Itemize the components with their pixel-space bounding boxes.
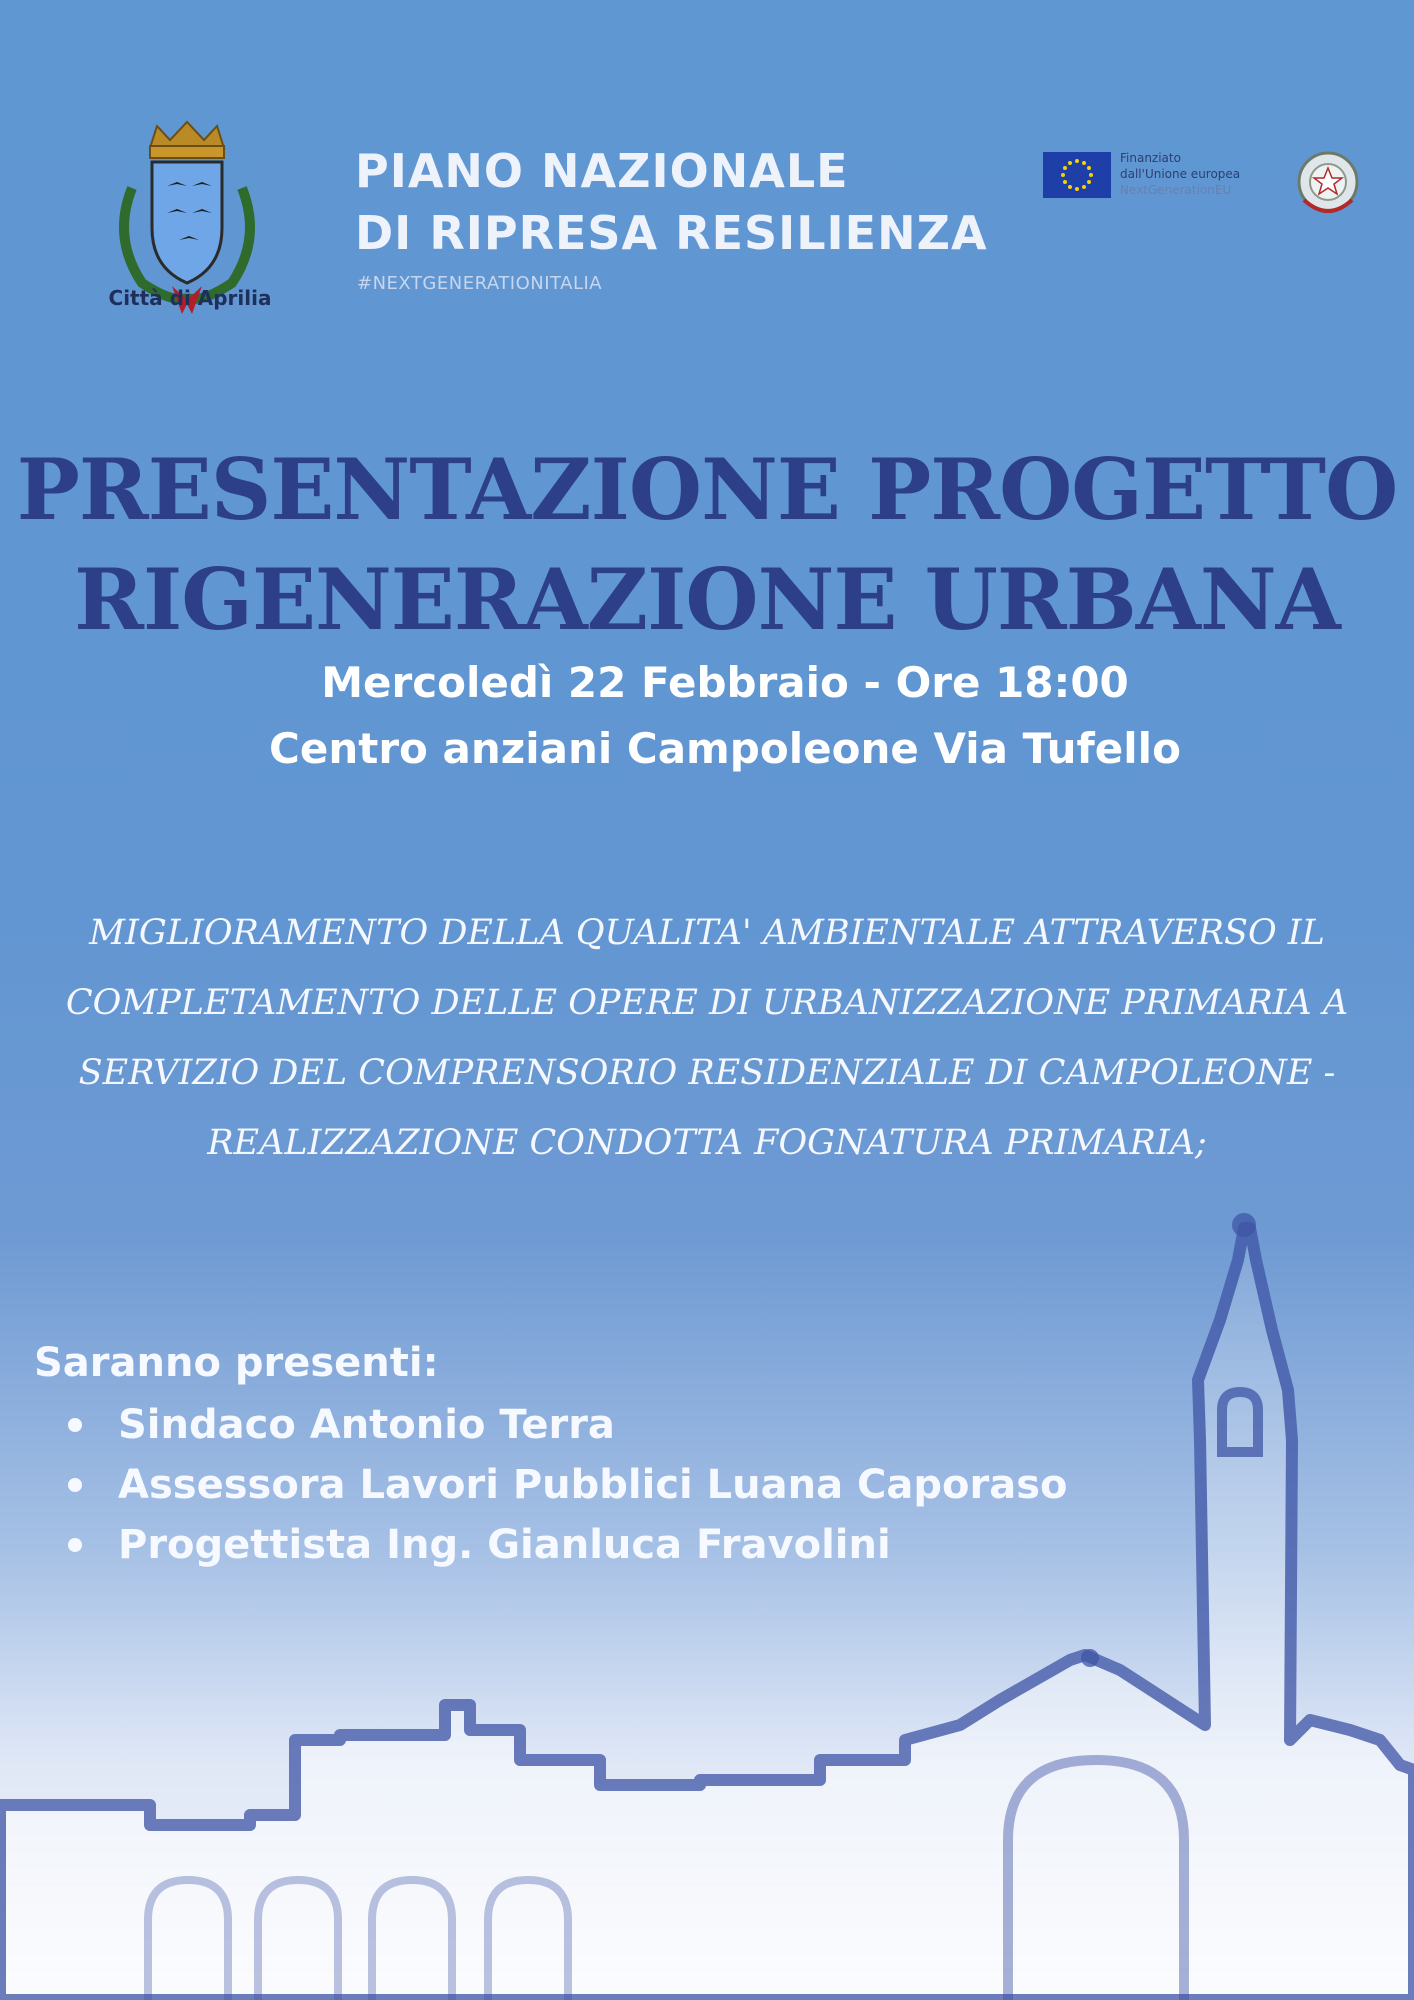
attendee-name: Assessora Lavori Pubblici Luana Caporaso	[118, 1462, 1068, 1508]
description-line: COMPLETAMENTO DELLE OPERE DI URBANIZZAZIONE PRIMARIA A	[65, 983, 1349, 1023]
description-line: SERVIZIO DEL COMPRENSORIO RESIDENZIALE DI CAMPOLEONE -	[78, 1053, 1336, 1093]
bullet-icon	[68, 1478, 82, 1492]
skyline-illustration	[0, 1200, 1414, 2000]
attendees-list	[60, 1400, 1068, 1580]
bullet-icon	[68, 1538, 82, 1552]
pnrr-hashtag: #NEXTGENERATIONITALIA	[357, 273, 603, 294]
event-title-line1: PRESENTAZIONE PROGETTO	[16, 440, 1398, 539]
city-name-label: Città di Aprilia	[108, 286, 272, 310]
description-line: MIGLIORAMENTO DELLA QUALITA' AMBIENTALE ATTRAVERSO IL	[89, 913, 1325, 953]
pnrr-title-line2: DI RIPRESA RESILIENZA	[355, 206, 988, 260]
event-date: Mercoledì 22 Febbraio - Ore 18:00	[321, 658, 1129, 707]
eu-flag-icon	[1043, 152, 1111, 198]
attendee-name: Progettista Ing. Gianluca Fravolini	[118, 1522, 891, 1568]
bullet-icon	[68, 1418, 82, 1432]
event-title-line2: RIGENERAZIONE URBANA	[74, 550, 1340, 649]
eu-funding-line1: Finanziato	[1120, 151, 1181, 165]
description-line: REALIZZAZIONE CONDOTTA FOGNATURA PRIMARIA;	[207, 1123, 1207, 1163]
pnrr-title-line1: PIANO NAZIONALE	[355, 144, 849, 198]
attendee-item	[60, 1400, 1068, 1460]
eu-funding-line3: NextGenerationEU	[1120, 183, 1232, 197]
italian-republic-emblem-icon	[1296, 150, 1360, 222]
attendee-item	[60, 1460, 1068, 1520]
eu-funding-line2: dall'Unione europea	[1120, 167, 1241, 181]
attendees-heading: Saranno presenti:	[34, 1340, 439, 1386]
attendee-name: Sindaco Antonio Terra	[118, 1402, 615, 1448]
project-description	[20, 898, 1394, 1178]
attendee-item	[60, 1520, 1068, 1580]
eu-funding-label	[1120, 150, 1270, 198]
event-location: Centro anziani Campoleone Via Tufello	[269, 724, 1181, 773]
